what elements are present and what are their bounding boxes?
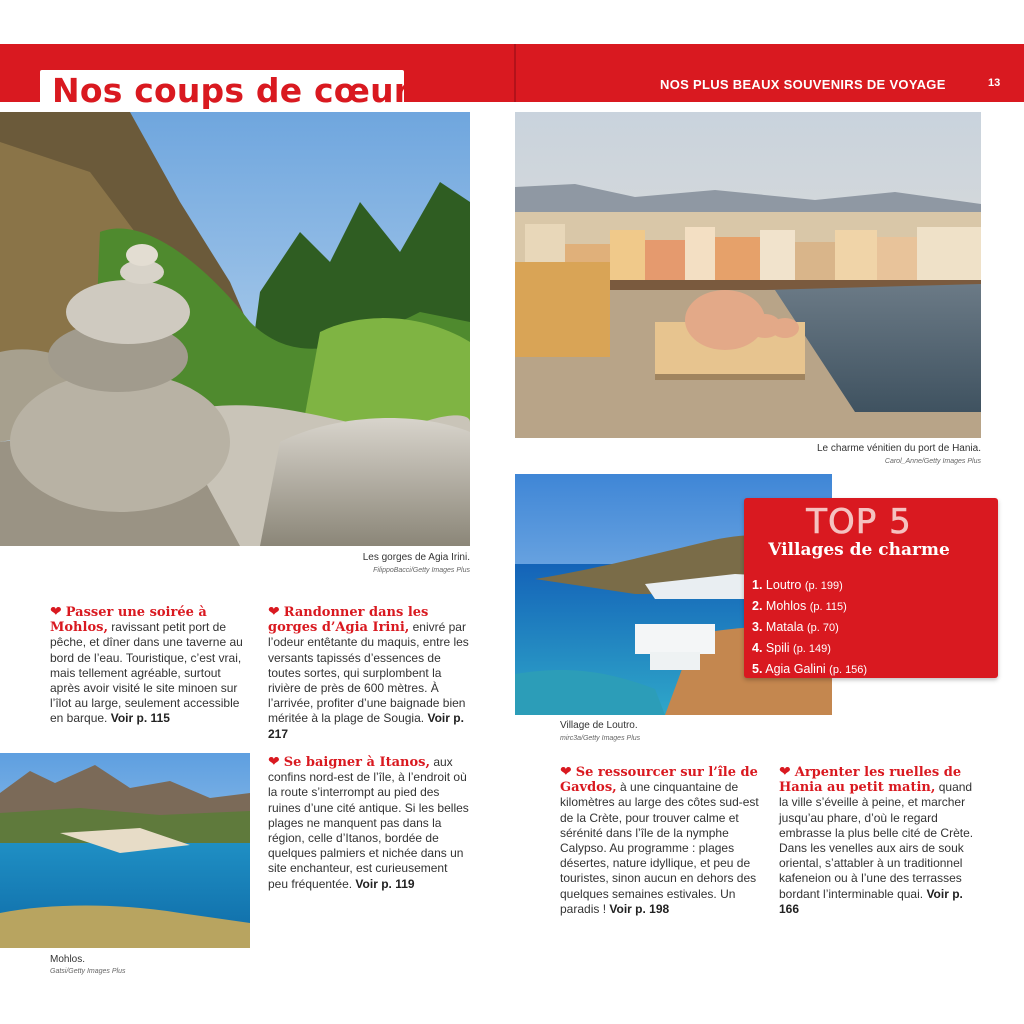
mohlos-photo [0,753,250,948]
top5-item [752,596,867,617]
heart-icon: ❤ [779,763,791,779]
top5-item-number: 5. [752,662,763,676]
heart-icon: ❤ [268,753,280,769]
top5-list [752,575,867,680]
mohlos-credit: Gatsi/Getty Images Plus [50,968,126,975]
top5-item-name: Mohlos [765,599,807,613]
top5-item-name: Agia Galini [765,662,826,676]
top5-item [752,617,867,638]
item-lead: Arpenter les ruelles de Hania au petit matin, [779,765,962,796]
item-gavdos [560,764,762,917]
page-reference: Voir p. 217 [268,711,464,741]
top5-item-number: 1. [752,578,763,592]
mohlos-caption: Mohlos. [50,954,86,965]
gorge-caption: Les gorges de Agia Irini. [362,552,470,563]
heart-icon: ❤ [560,763,572,779]
item-mohlos [50,604,250,727]
item-body: aux confins nord-est de l’île, à l’endroit où la route s’interrompt au pied des ruines d’une cité antique. Si les belles plages ne manquent pas dans la région, celle d’Itanos, bordée de quelques palmiers et nichée dans un site enchanteur, est curieusement peu fréquentée. [268,755,469,891]
top5-item-name: Spili [765,641,790,655]
top5-item-page: (p. 115) [809,601,847,613]
page-reference: Voir p. 115 [110,711,170,726]
loutro-caption: Village de Loutro. [560,720,638,731]
top5-box [744,498,998,678]
item-body: ravissant petit port de pêche, et dîner dans une taverne au bord de l’eau. Touristique, c’est vrai, mais tellement agréable, surtout après avoir visité le site minoen sur l’îlot au large, seulement accessible en barque. [50,620,243,726]
gorge-credit: FilippoBacci/Getty Images Plus [373,567,470,574]
page-reference: Voir p. 166 [779,886,963,916]
top5-item-name: Loutro [765,578,802,592]
top5-item-number: 4. [752,641,763,655]
heart-icon: ❤ [268,603,280,619]
item-body: enivré par l’odeur entêtante du maquis, entre les versants tapissés d’essences de toutes sortes, qui surplombent la rivière de près de 600 mètres. À l’arrivée, profiter d’une baignade bien méritée à la plage de Sougia. [268,620,469,726]
hania-caption: Le charme vénitien du port de Hania. [817,443,981,454]
top5-item-number: 2. [752,599,763,613]
page-title: Nos coups de cœur [52,71,411,110]
loutro-credit: mirc3a/Getty Images Plus [560,735,641,742]
hania-photo [515,112,981,438]
page-reference: Voir p. 119 [355,876,415,891]
item-hania [779,764,981,917]
top5-item-page: (p. 149) [793,643,831,655]
item-lead: Se baigner à Itanos, [283,755,430,770]
top5-item-page: (p. 199) [804,580,843,592]
top5-item [752,575,867,596]
top5-subtitle: Villages de charme [768,540,950,560]
item-lead: Se ressourcer sur l’île de Gavdos, [560,765,758,796]
top5-item [752,638,867,659]
running-header: NOS PLUS BEAUX SOUVENIRS DE VOYAGE [660,77,946,92]
gorge-photo [0,112,470,546]
top5-item-page: (p. 156) [829,664,868,676]
item-body: à une cinquantaine de kilomètres au large des côtes sud-est de la Crète, pour trouver calme et sérénité dans l’île de la nymphe Calypso. Au programme : plages désertes, nature idyllique, et peu de touristes, sinon aucun en dehors des quelques semaines estivales. Un paradis ! [560,780,759,916]
hania-credit: Carol_Anne/Getty Images Plus [884,458,981,465]
item-lead: Passer une soirée à Mohlos, [50,605,207,636]
top5-item-name: Matala [765,620,804,634]
top5-title: TOP 5 [806,502,912,542]
item-itanos [268,754,470,892]
top5-item-number: 3. [752,620,763,634]
item-body: quand la ville s’éveille à peine, et marcher jusqu’au phare, d’où le regard embrasse la plus belle cité de Crète. Dans les venelles aux airs de souk oriental, s’attabler à un traditionnel kafeneion ou à l’une des terrasses bordant l’interminable quai. [779,780,974,901]
item-agia-irini [268,604,470,742]
page-reference: Voir p. 198 [609,901,670,916]
top5-item-page: (p. 70) [806,622,839,634]
page-spine [514,44,516,102]
heart-icon: ❤ [50,603,62,619]
page-number: 13 [988,77,1001,89]
top5-item [752,659,867,680]
item-lead: Randonner dans les gorges d’Agia Irini, [268,605,429,636]
